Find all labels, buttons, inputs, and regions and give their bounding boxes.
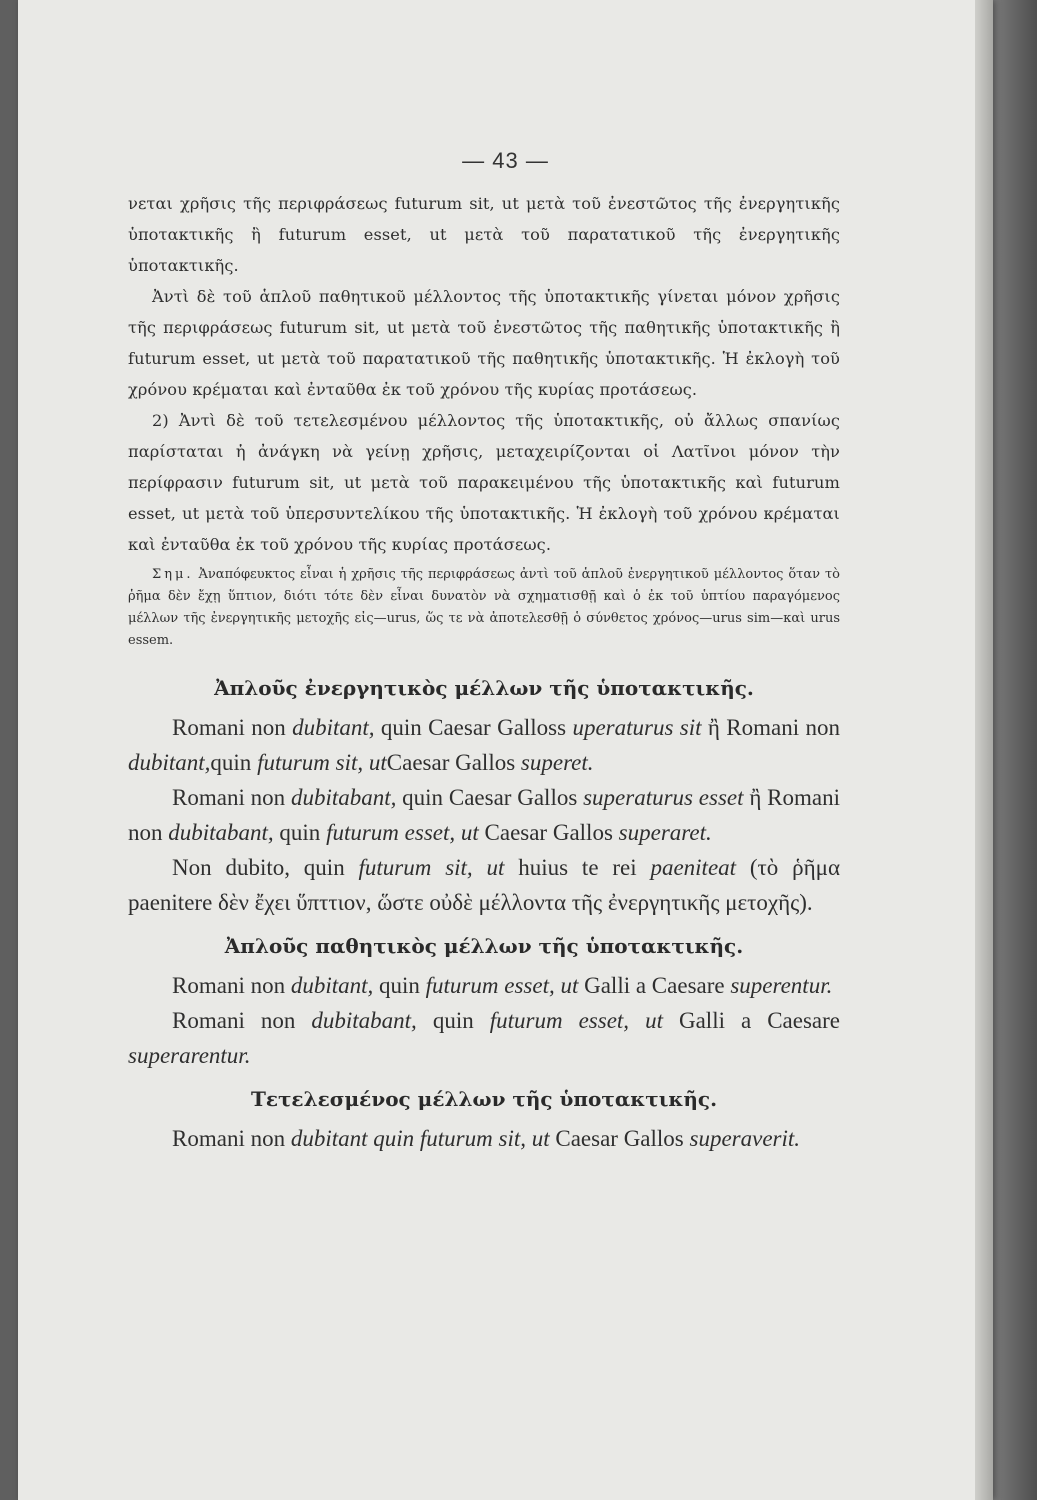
example-sentence (128, 1121, 840, 1156)
italic-segment: dubitabant, (311, 1008, 417, 1033)
paragraph-continuation: νεται χρῆσις τῆς περιφράσεως futurum sit, ut μετὰ τοῦ ἐνεστῶτος τῆς ἐνεργητικῆς ὑποτακτικῆς ἢ futurum esset, ut μετὰ τοῦ παρατατικοῦ τῆς ἐνεργητικῆς ὑποτακτικῆς. (128, 194, 840, 275)
page-content (128, 188, 840, 1156)
example-sentence (128, 968, 840, 1003)
example-sentence (128, 850, 840, 920)
footnote (128, 564, 840, 652)
book-edge (993, 0, 1037, 1500)
example-sentence (128, 1003, 840, 1073)
roman-segment: Caesar Gallos (549, 1126, 690, 1151)
roman-segment: Caesar Gallos (478, 820, 619, 845)
roman-segment: Galli a Caesare (578, 973, 731, 998)
example-sections (128, 676, 840, 1156)
roman-segment: ἢ Romani non (701, 715, 841, 740)
roman-segment: Romani non (172, 1126, 291, 1151)
italic-segment: superaturus esset (583, 785, 744, 810)
roman-segment: quin (210, 750, 258, 775)
italic-segment: uperaturus sit (572, 715, 702, 740)
example-sentence (128, 710, 840, 780)
roman-segment: ἢ Romani non (128, 785, 840, 845)
italic-segment: dubitant quin futurum sit, ut (290, 1126, 550, 1151)
paragraph-passive-future: Ἀντὶ δὲ τοῦ ἁπλοῦ παθητικοῦ μέλλοντος τῆς ὑποτακτικῆς γίνεται μόνον χρῆσις τῆς περιφράσεως futurum sit, ut μετὰ τοῦ ἐνεστῶτος τῆς παθητικῆς ὑποτακτικῆς ἢ futurum esset, ut μετὰ τοῦ παρατατικοῦ τῆς παθητικῆς ὑποτακτικῆς. Ἡ ἐκλογὴ τοῦ χρόνου κρέμαται καὶ ἐνταῦθα ἐκ τοῦ χρόνου τῆς κυρίας προτάσεως. (128, 287, 840, 399)
italic-segment: dubitabant, (168, 820, 274, 845)
roman-segment: Romani non (172, 1008, 312, 1033)
page-number: — 43 — (462, 148, 549, 173)
italic-segment: futurum esset, ut (425, 973, 579, 998)
roman-segment: quin Caesar Gallos (396, 785, 584, 810)
roman-segment: Romani non (172, 973, 291, 998)
italic-segment: dubitant, (290, 973, 374, 998)
roman-segment: (τὸ ῥῆμα paenitere δὲν ἔχει ὕπττιον, ὥστε οὐδὲ μέλλοντα τῆς ἐνεργητικῆς μετοχῆς). (128, 855, 841, 915)
italic-segment: superarentur. (128, 1043, 251, 1068)
roman-segment: Galli a Caesare (662, 1008, 841, 1033)
roman-segment: Non dubito, quin (172, 855, 359, 880)
italic-segment: futurum esset, ut (489, 1008, 663, 1033)
footnote-label: Σημ. (152, 567, 194, 582)
italic-segment: dubitant, (128, 750, 211, 775)
italic-segment: futurum sit, ut (358, 855, 505, 880)
roman-segment: Romani non (172, 785, 291, 810)
italic-segment: superaverit. (689, 1126, 801, 1151)
section-heading: Ἀπλοῦς παθητικὸς μέλλων τῆς ὑποτακτικῆς. (224, 934, 744, 958)
book-page (18, 0, 993, 1500)
page-spine-shadow (975, 0, 993, 1500)
italic-segment: futurum esset, ut (326, 820, 479, 845)
italic-segment: paeniteat (650, 855, 737, 880)
roman-segment: quin (273, 820, 327, 845)
section-heading: Ἀπλοῦς ἐνεργητικὸς μέλλων τῆς ὑποτακτικῆς. (214, 676, 754, 700)
italic-segment: superaret. (618, 820, 712, 845)
italic-segment: futurum sit, ut (257, 750, 387, 775)
roman-segment: Caesar Gallos (386, 750, 521, 775)
example-sentence (128, 780, 840, 850)
roman-segment: quin (373, 973, 426, 998)
roman-segment: quin (416, 1008, 490, 1033)
italic-segment: superet. (520, 750, 594, 775)
paragraph-future-perfect: 2) Ἀντὶ δὲ τοῦ τετελεσμένου μέλλοντος τῆς ὑποτακτικῆς, οὐ ἄλλως σπανίως παρίσταται ἡ ἀνάγκη νὰ γείνῃ χρῆσις, μεταχειρίζονται οἱ Λατῖνοι μόνον τὴν περίφρασιν futurum sit, ut μετὰ τοῦ παρακειμένου τῆς ὑποτακτικῆς καὶ futurum esset, ut μετὰ τοῦ ὑπερσυντελίκου τῆς ὑποτακτικῆς. Ἡ ἐκλογὴ τοῦ χρόνου κρέμαται καὶ ἐνταῦθα ἐκ τοῦ χρόνου τῆς κυρίας προτάσεως. (128, 411, 841, 554)
roman-segment: huius te rei (504, 855, 651, 880)
italic-segment: dubitabant, (290, 785, 397, 810)
roman-segment: quin Caesar Galloss (374, 715, 573, 740)
footnote-text: Ἀναπόφευκτος εἶναι ἡ χρῆσις τῆς περιφράσεως ἀντὶ τοῦ ἁπλοῦ ἐνεργητικοῦ μέλλοντος ὅταν τὸ ῥῆμα δὲν ἔχῃ ὕπτιον, διότι τότε δὲν εἶναι δυνατὸν νὰ σχηματισθῇ καὶ ὁ ἐκ τοῦ ὑπτίου παραγόμενος μέλλων τῆς ἐνεργητικῆς μετοχῆς εἰς—urus, ὥς τε νὰ ἀποτελεσθῇ ὁ σύνθετος χρόνος—urus sim—καὶ urus essem. (128, 567, 841, 648)
section-heading: Τετελεσμένος μέλλων τῆς ὑποτακτικῆς. (250, 1087, 718, 1111)
italic-segment: dubitant, (292, 715, 375, 740)
roman-segment: Romani non (172, 715, 293, 740)
italic-segment: superentur. (730, 973, 833, 998)
